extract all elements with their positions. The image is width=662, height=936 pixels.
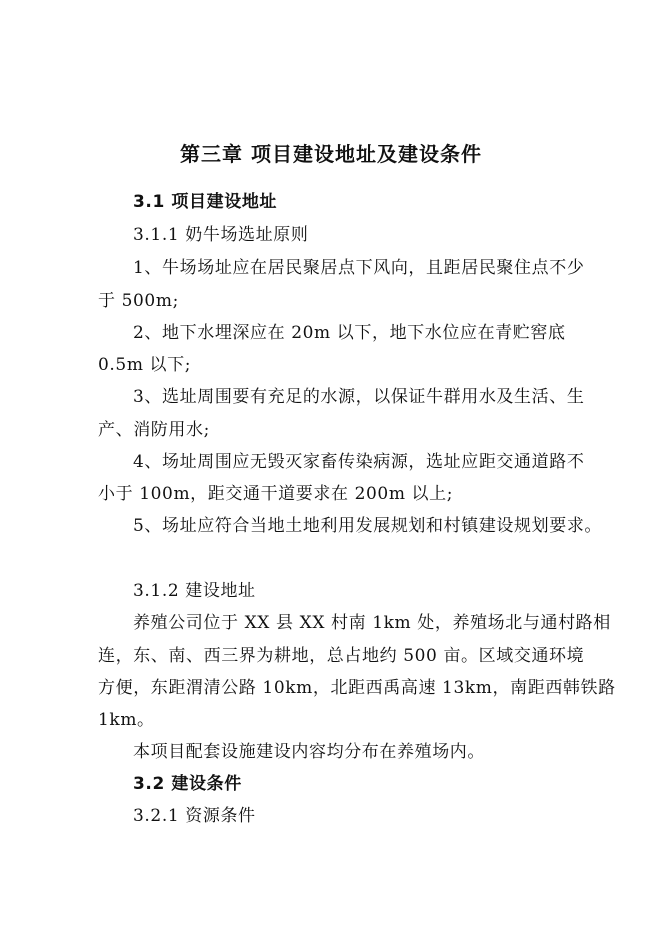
paragraph-line: 养殖公司位于 XX 县 XX 村南 1km 处，养殖场北与通村路相 [133, 613, 611, 633]
subsection-heading-3-1-2: 3.1.2 建设地址 [133, 581, 256, 601]
subsection-heading-3-2-1: 3.2.1 资源条件 [133, 806, 256, 826]
paragraph-line: 本项目配套设施建设内容均分布在养殖场内。 [133, 742, 485, 762]
paragraph-line: 1km。 [98, 710, 155, 730]
section-heading-3-1: 3.1 项目建设地址 [133, 192, 278, 212]
paragraph-line: 产、消防用水; [98, 420, 210, 440]
section-heading-3-2: 3.2 建设条件 [133, 774, 242, 794]
paragraph-line: 连，东、南、西三界为耕地，总占地约 500 亩。区域交通环境 [98, 646, 585, 666]
paragraph-line: 0.5m 以下; [98, 355, 192, 375]
paragraph-line: 2、地下水埋深应在 20m 以下，地下水位应在青贮窖底 [133, 323, 566, 343]
paragraph-line: 1、牛场场址应在居民聚居点下风向，且距居民聚住点不少 [133, 258, 585, 278]
paragraph-line: 方便，东距渭清公路 10km，北距西禹高速 13km，南距西韩铁路 [98, 678, 616, 698]
chapter-title: 第三章 项目建设地址及建设条件 [180, 142, 482, 166]
paragraph-line: 小于 100m，距交通干道要求在 200m 以上; [98, 484, 454, 504]
paragraph-line: 4、场址周围应无毁灭家畜传染病源，选址应距交通道路不 [133, 452, 585, 472]
subsection-heading-3-1-1: 3.1.1 奶牛场选址原则 [133, 225, 309, 245]
paragraph-line: 5、场址应符合当地土地利用发展规划和村镇建设规划要求。 [133, 516, 603, 536]
paragraph-line: 3、选址周围要有充足的水源，以保证牛群用水及生活、生 [133, 387, 585, 407]
paragraph-line: 于 500m; [98, 291, 179, 311]
